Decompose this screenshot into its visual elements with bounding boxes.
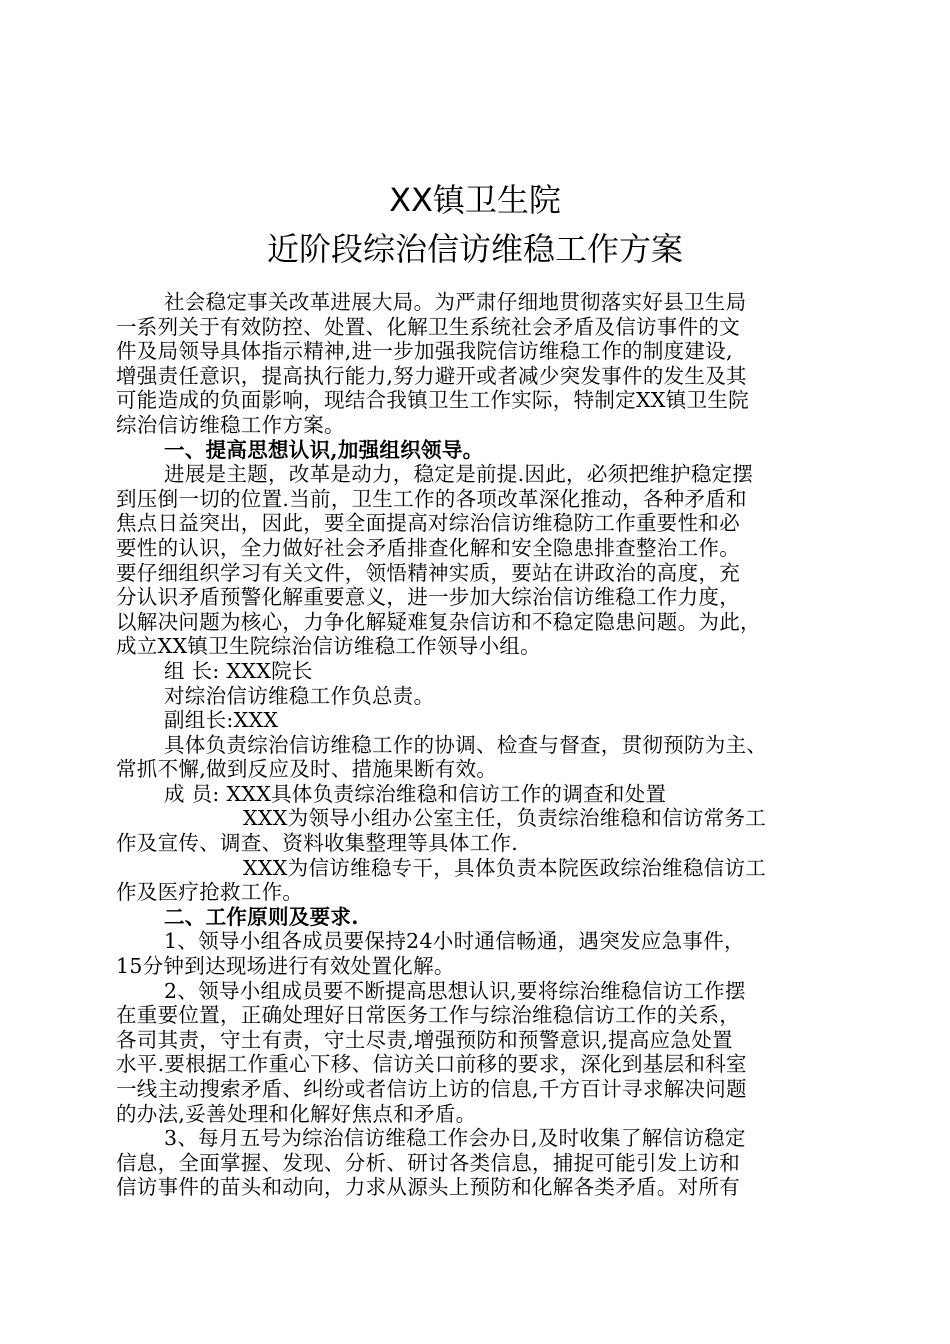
paragraph-line: 可能造成的负面影响，现结合我镇卫生工作实际，特制定XX镇卫生院 — [116, 388, 749, 413]
paragraph-line: XXX为信访维稳专干，具体负责本院医政综治维稳信访工 — [243, 855, 767, 880]
paragraph-line: 焦点日益突出，因此，要全面提高对综治信访维稳防工作重要性和必 — [116, 511, 740, 536]
paragraph-line: 组 长: XXX院长 — [164, 658, 313, 683]
paragraph-line: 在重要位置，正确处理好日常医务工作与综治维稳信访工作的关系， — [116, 1003, 740, 1028]
paragraph-line: 到压倒一切的位置.当前，卫生工作的各项改革深化推动，各种矛盾和 — [116, 486, 747, 511]
paragraph-line: 要仔细组织学习有关文件，领悟精神实质，要站在讲政治的高度，充 — [116, 560, 740, 585]
paragraph-line: 一线主动搜索矛盾、纠纷或者信访上访的信息,千方百计寻求解决问题 — [116, 1077, 747, 1101]
paragraph-line: 分认识矛盾预警化解重要意义，进一步加大综治信访维稳工作力度， — [116, 585, 740, 610]
paragraph-line: 3、每月五号为综治信访维稳工作会办日,及时收集了解信访稳定 — [164, 1126, 746, 1151]
paragraph-line: 常抓不懈,做到反应及时、措施果断有效。 — [116, 757, 498, 782]
paragraph-line: 副组长:XXX — [164, 708, 279, 733]
paragraph-line: 综治信访维稳工作方案。 — [116, 412, 345, 437]
paragraph-line: 一系列关于有效防控、处置、化解卫生系统社会矛盾及信访事件的文 — [116, 314, 740, 339]
paragraph-line: 进展是主题，改革是动力，稳定是前提.因此，必须把维护稳定摆 — [164, 462, 754, 487]
paragraph-line: 各司其责，守土有责，守土尽责,增强预防和预警意识,提高应急处置 — [116, 1027, 733, 1052]
paragraph-line: 对综治信访维稳工作负总责。 — [164, 683, 435, 708]
paragraph-line: 水平.要根据工作重心下移、信访关口前移的要求，深化到基层和科室 — [116, 1052, 747, 1077]
paragraph-line: 信息，全面掌握、发现、分析、研讨各类信息，捕捉可能引发上访和 — [116, 1150, 740, 1175]
paragraph-line: 具体负责综治信访维稳工作的协调、检查与督查，贯彻预防为主、 — [164, 732, 768, 757]
paragraph-line: 增强责任意识，提高执行能力,努力避开或者减少突发事件的发生及其 — [116, 363, 747, 388]
paragraph-line: 要性的认识，全力做好社会矛盾排查化解和安全隐患排查整治工作。 — [116, 535, 740, 560]
paragraph-line: 件及局领导具体指示精神,进一步加强我院信访维稳工作的制度建设, — [116, 339, 733, 364]
paragraph-line: 成立XX镇卫生院综治信访维稳工作领导小组。 — [116, 634, 541, 659]
paragraph-line: 2、领导小组成员要不断提高思想认识,要将综治维稳信访工作摆 — [164, 978, 746, 1003]
paragraph-line: XXX为领导小组办公室主任，负责综治维稳和信访常务工 — [243, 806, 767, 831]
document-body — [116, 290, 856, 1200]
paragraph-line: 15分钟到达现场进行有效处置化解。 — [116, 954, 455, 979]
paragraph-line: 成 员: XXX具体负责综治维稳和信访工作的调查和处置 — [164, 781, 667, 806]
paragraph-line: 信访事件的苗头和动向，力求从源头上预防和化解各类矛盾。对所有 — [116, 1175, 740, 1200]
section-heading: 二、工作原则及要求. — [164, 904, 359, 929]
document-title: XX镇卫生院 — [389, 181, 561, 219]
paragraph-line: 1、领导小组各成员要保持24小时通信畅通，遇突发应急事件， — [164, 929, 745, 954]
paragraph-line: 社会稳定事关改革进展大局。为严肃仔细地贯彻落实好县卫生局 — [164, 290, 747, 314]
document-subtitle: 近阶段综治信访维稳工作方案 — [266, 230, 683, 268]
paragraph-line: 作及医疗抢救工作。 — [116, 880, 304, 905]
section-heading: 一、提高思想认识,加强组织领导。 — [164, 437, 484, 462]
paragraph-line: 以解决问题为核心，力争化解疑难复杂信访和不稳定隐患问题。为此， — [116, 609, 761, 634]
paragraph-line: 作及宣传、调查、资料收集整理等具体工作. — [116, 831, 519, 856]
paragraph-line: 的办法,妥善处理和化解好焦点和矛盾。 — [116, 1101, 477, 1126]
